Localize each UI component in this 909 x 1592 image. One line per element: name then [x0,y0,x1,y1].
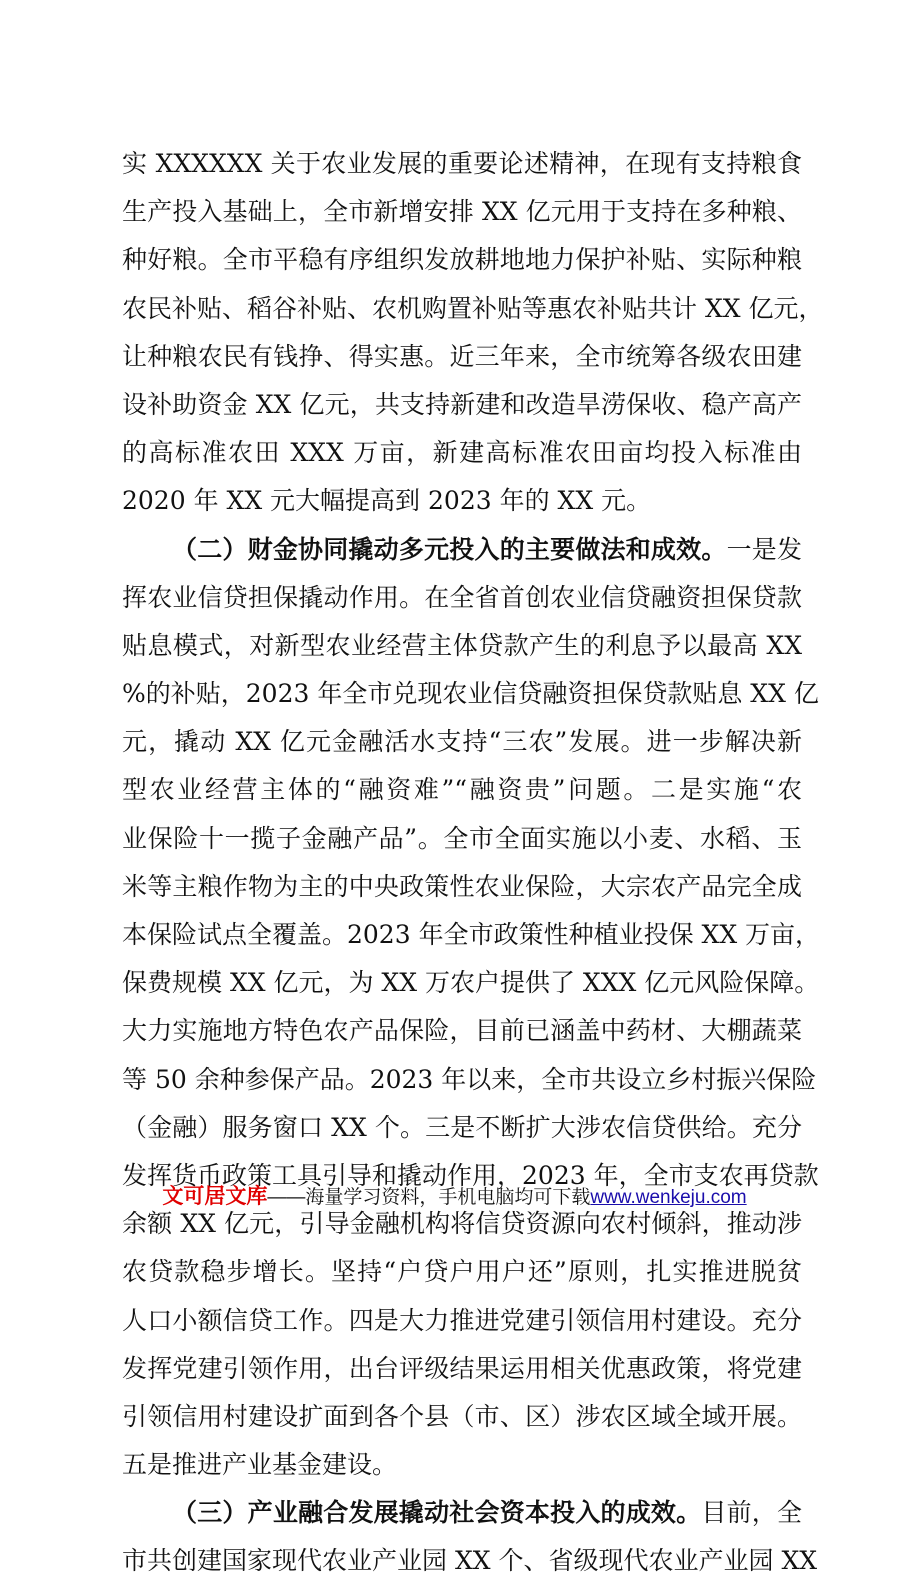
paragraph-2-line: 发挥党建引领作用，出台评级结果运用相关优惠政策，将党建 [122,1353,802,1383]
paragraph-2-line: 发挥货币政策工具引导和撬动作用，2023 年，全市支农再贷款 [122,1160,819,1190]
paragraph-2-line-last: 五是推进产业基金建设。 [122,1450,398,1480]
paragraph-1-line-8: 2020 年 XX 元大幅提高到 2023 年的 XX 元。 [122,486,652,516]
paragraph-1-line-5: 让种粮农民有钱挣、得实惠。近三年来，全市统筹各级农田建 [122,341,802,371]
paragraph-2-line: 业保险十一揽子金融产品”。全市全面实施以小麦、水稻、玉 [122,823,802,853]
paragraph-2-line: 等 50 余种参保产品。2023 年以来，全市共设立乡村振兴保险 [122,1064,817,1094]
paragraph-1-line-2: 生产投入基础上，全市新增安排 XX 亿元用于支持在多种粮、 [122,197,802,227]
paragraph-2-line: （金融）服务窗口 XX 个。三是不断扩大涉农信贷供给。充分 [122,1112,802,1142]
paragraph-2-line: 引领信用村建设扩面到各个县（市、区）涉农区域全域开展。 [122,1401,802,1431]
section-heading-2: （二）财金协同撬动多元投入的主要做法和成效。 [172,534,727,564]
paragraph-2-line: 本保险试点全覆盖。2023 年全市政策性种植业投保 XX 万亩， [122,920,821,949]
paragraph-2-line: 挥农业信贷担保撬动作用。在全省首创农业信贷融资担保贷款 [122,582,802,612]
paragraph-3-line: 市共创建国家现代农业产业园 XX 个、省级现代农业产业园 XX [122,1546,818,1576]
paragraph-1-line-7: 的高标准农田 XXX 万亩，新建高标准农田亩均投入标准由 [122,438,802,468]
paragraph-2-first-line-rest: 一是发 [726,534,802,564]
paragraph-2-line: 贴息模式，对新型农业经营主体贷款产生的利息予以最高 XX [122,630,802,660]
paragraph-2-line: 元，撬动 XX 亿元金融活水支持“三农”发展。进一步解决新 [122,727,802,757]
document-body [122,146,824,1592]
paragraph-2-line: 大力实施地方特色农产品保险，目前已涵盖中药材、大棚蔬菜 [122,1016,802,1046]
paragraph-3-first-line-rest: 目前，全 [701,1498,802,1528]
paragraph-3-first-line [122,1495,802,1543]
footer-tagline: ——海量学习资料，手机电脑均可下载 [267,1187,591,1208]
paragraph-2-line: %的补贴，2023 年全市兑现农业信贷融资担保贷款贴息 XX 亿 [122,679,819,709]
footer-link[interactable]: www.wenkeju.com [590,1187,747,1208]
paragraph-2-line: 农贷款稳步增长。坚持“户贷户用户还”原则，扎实推进脱贫 [122,1257,802,1287]
paragraph-1-line-4: 农民补贴、稻谷补贴、农机购置补贴等惠农补贴共计 XX 亿元， [122,293,824,323]
footer-brand: 文可居文库 [162,1185,268,1208]
paragraph-1-line-3: 种好粮。全市平稳有序组织发放耕地地力保护补贴、实际种粮 [122,245,802,275]
paragraph-1-line-6: 设补助资金 XX 亿元，共支持新建和改造旱涝保收、稳产高产 [122,389,802,419]
paragraph-2-line: 保费规模 XX 亿元，为 XX 万农户提供了 XXX 亿元风险保障。 [122,968,820,998]
paragraph-1-line-1: 实 XXXXXX 关于农业发展的重要论述精神，在现有支持粮食 [122,149,802,178]
section-heading-3: （三）产业融合发展撬动社会资本投入的成效。 [172,1498,702,1528]
paragraph-2-line: 人口小额信贷工作。四是大力推进党建引领信用村建设。充分 [122,1305,802,1335]
paragraph-2-line: 米等主粮作物为主的中央政策性农业保险，大宗农产品完全成 [122,871,802,901]
paragraph-2-line: 型农业经营主体的“融资难”“融资贵”问题。二是实施“农 [122,775,802,805]
footer-banner [0,1184,909,1211]
paragraph-2-line: 余额 XX 亿元，引导金融机构将信贷资源向农村倾斜，推动涉 [122,1209,802,1239]
paragraph-2-first-line [122,532,802,580]
